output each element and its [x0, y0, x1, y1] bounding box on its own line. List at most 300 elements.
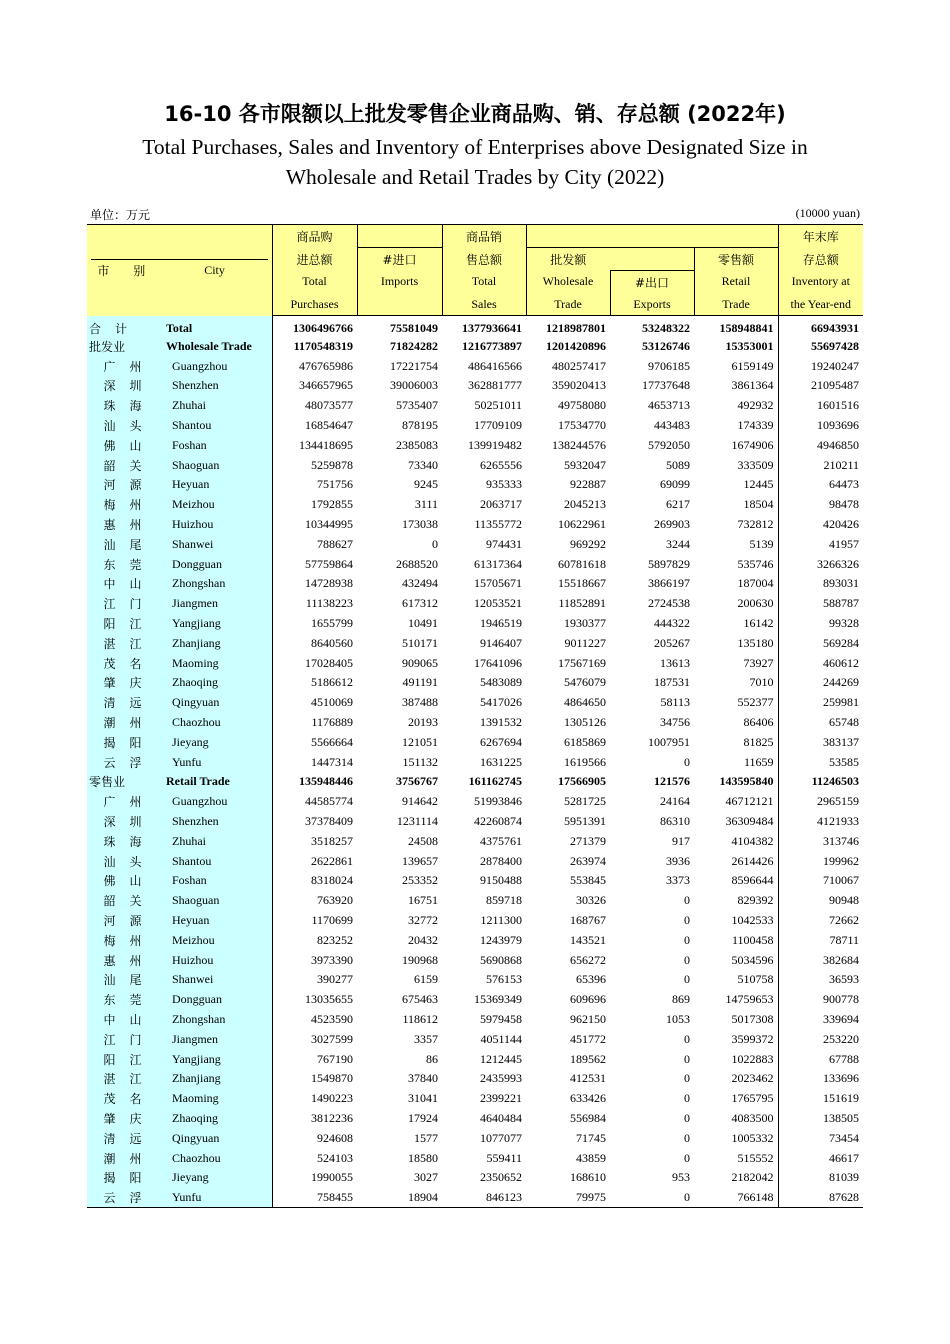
table-row: [87, 1109, 863, 1129]
sales-value: 5979458: [480, 1011, 522, 1026]
city-en: Jieyang: [162, 732, 272, 752]
exports-value: 953: [672, 1170, 690, 1185]
inventory-value: 98478: [778, 495, 863, 515]
purchases-value: 1655799: [272, 614, 357, 634]
exports-value: 3373: [666, 873, 690, 888]
sales-value: 1631225: [480, 754, 522, 769]
city-cn: 中山: [87, 574, 162, 594]
city-cn: 零售业: [87, 772, 162, 792]
purchases-value: 8640560: [272, 633, 357, 653]
city-cn: 韶关: [87, 891, 162, 911]
retail-value: 515552: [737, 1150, 774, 1165]
exports-value: 0: [684, 1051, 690, 1066]
header-purchases-en1: Total: [272, 271, 357, 294]
city-en: Yunfu: [162, 1188, 272, 1208]
imports-value: 617312: [402, 596, 438, 611]
retail-value: 7010: [749, 675, 774, 690]
unit-label-en: (10000 yuan): [795, 206, 860, 220]
page-title-en-line1: Total Purchases, Sales and Inventory of Enterprises above Designated Size in: [142, 135, 808, 159]
table-row: [87, 633, 863, 653]
inventory-value: 1093696: [778, 416, 863, 436]
city-cn: 广州: [87, 356, 162, 376]
city-en: Zhuhai: [162, 831, 272, 851]
sales-value: 1216773897: [462, 338, 522, 353]
city-en: Guangzhou: [162, 792, 272, 812]
purchases-value: 134418695: [272, 435, 357, 455]
retail-value: 535746: [737, 556, 774, 571]
city-cn: 汕尾: [87, 534, 162, 554]
imports-value: 31041: [408, 1091, 438, 1106]
wholesale-value: 17534770: [558, 418, 606, 433]
retail-value: 6159149: [731, 358, 774, 373]
sales-value: 17709109: [474, 418, 522, 433]
city-en: Dongguan: [162, 554, 272, 574]
header-retail-blank: [694, 225, 778, 248]
sales-value: 1212445: [480, 1051, 522, 1066]
city-en: Foshan: [162, 871, 272, 891]
wholesale-value: 10622961: [558, 517, 606, 532]
wholesale-value: 71745: [576, 1130, 606, 1145]
exports-value: 0: [684, 952, 690, 967]
purchases-value: 346657965: [272, 376, 357, 396]
exports-value: 869: [672, 992, 690, 1007]
wholesale-value: 5476079: [564, 675, 606, 690]
purchases-value: 1447314: [272, 752, 357, 772]
statistics-table: [87, 224, 863, 1208]
sales-value: 4375761: [480, 833, 522, 848]
purchases-value: 13035655: [272, 990, 357, 1010]
retail-value: 5139: [749, 536, 774, 551]
header-retail-en2: Trade: [694, 293, 778, 316]
table-row: [87, 1188, 863, 1208]
city-cn: 江门: [87, 1029, 162, 1049]
wholesale-value: 656272: [570, 952, 606, 967]
header-wholesale-cn: 批发额: [526, 248, 610, 271]
wholesale-value: 1201420896: [546, 338, 606, 353]
imports-value: 253352: [402, 873, 438, 888]
retail-value: 36309484: [725, 814, 774, 829]
header-exports-cn: #出口: [610, 271, 694, 294]
city-cn: 批发业: [87, 337, 162, 357]
table-row: [87, 950, 863, 970]
sales-value: 15705671: [474, 576, 522, 591]
inventory-value: 55697428: [778, 337, 863, 357]
inventory-value: 67788: [778, 1049, 863, 1069]
retail-value: 829392: [737, 893, 774, 908]
city-cn: 梅州: [87, 495, 162, 515]
wholesale-value: 60781618: [558, 556, 606, 571]
imports-value: 1577: [414, 1130, 438, 1145]
sales-value: 6267694: [480, 734, 522, 749]
purchases-value: 1170548319: [272, 337, 357, 357]
imports-value: 0: [432, 536, 438, 551]
retail-value: 187004: [737, 576, 774, 591]
inventory-value: 46617: [778, 1148, 863, 1168]
purchases-value: 1990055: [272, 1168, 357, 1188]
purchases-value: 924608: [272, 1128, 357, 1148]
wholesale-value: 412531: [570, 1071, 606, 1086]
exports-value: 34756: [660, 715, 690, 730]
purchases-value: 5186612: [272, 673, 357, 693]
header-retail-en1: Retail: [694, 271, 778, 294]
city-cn: 珠海: [87, 831, 162, 851]
wholesale-value: 49758080: [558, 398, 606, 413]
sales-value: 2399221: [480, 1091, 522, 1106]
purchases-value: 4523590: [272, 1010, 357, 1030]
purchases-value: 5259878: [272, 455, 357, 475]
city-cn: 潮州: [87, 1148, 162, 1168]
purchases-value: 8318024: [272, 871, 357, 891]
city-en: Shanwei: [162, 534, 272, 554]
imports-value: 5735407: [396, 398, 438, 413]
city-en: Shaoguan: [162, 891, 272, 911]
city-en: Qingyuan: [162, 1128, 272, 1148]
header-inventory-en2: the Year-end: [778, 293, 863, 316]
wholesale-value: 168767: [570, 913, 606, 927]
city-en: Zhongshan: [162, 1010, 272, 1030]
exports-value: 0: [684, 1110, 690, 1125]
table-row: [87, 416, 863, 436]
inventory-value: 87628: [778, 1188, 863, 1208]
exports-value: 3244: [666, 536, 690, 551]
exports-value: 0: [610, 1188, 694, 1208]
inventory-value: 36593: [778, 970, 863, 990]
purchases-value: 5566664: [272, 732, 357, 752]
city-cn: 阳江: [87, 1049, 162, 1069]
wholesale-value: 6185869: [564, 734, 606, 749]
table-row: [87, 970, 863, 990]
exports-value: 0: [684, 1091, 690, 1106]
retail-value: 11659: [743, 754, 774, 769]
imports-value: 139657: [402, 853, 438, 868]
sales-value: 15369349: [474, 992, 522, 1007]
purchases-value: 1170699: [272, 911, 357, 931]
city-en: Zhaoqing: [162, 673, 272, 693]
imports-value: 914642: [402, 794, 438, 809]
sales-value: 859718: [486, 893, 522, 908]
imports-value: 9245: [414, 477, 438, 492]
retail-value: 492932: [737, 398, 774, 413]
header-sales-cn2: 售总额: [442, 248, 526, 271]
table-row: [87, 1049, 863, 1069]
table-row: [87, 1148, 863, 1168]
sales-value: 2350652: [480, 1170, 522, 1185]
imports-value: 151132: [402, 754, 438, 769]
inventory-value: 53585: [778, 752, 863, 772]
table-row: [87, 515, 863, 535]
wholesale-value: 922887: [570, 477, 606, 492]
sales-value: 5417026: [480, 695, 522, 710]
retail-value: 2614426: [731, 853, 774, 868]
wholesale-value: 1619566: [564, 754, 606, 769]
city-cn: 肇庆: [87, 673, 162, 693]
imports-value: 24508: [408, 833, 438, 848]
city-en: Shenzhen: [162, 812, 272, 832]
city-en: Shanwei: [162, 970, 272, 990]
purchases-value: 10344995: [272, 515, 357, 535]
retail-value: 2182042: [731, 1170, 774, 1185]
purchases-value: 3973390: [272, 950, 357, 970]
inventory-value: 138505: [778, 1109, 863, 1129]
header-exports-blank: [610, 225, 694, 248]
inventory-value: 253220: [778, 1029, 863, 1049]
retail-value: 135180: [737, 635, 774, 650]
exports-value: 2724538: [648, 596, 690, 611]
purchases-value: 524103: [272, 1148, 357, 1168]
imports-value: 18904: [357, 1188, 442, 1208]
purchases-value: 57759864: [272, 554, 357, 574]
city-cn: 湛江: [87, 633, 162, 653]
retail-value: 766148: [694, 1188, 778, 1208]
retail-value: 4104382: [731, 833, 774, 848]
city-cn: 河源: [87, 911, 162, 931]
exports-value: 0: [684, 1150, 690, 1165]
exports-value: 0: [684, 1071, 690, 1086]
header-imports-blank3: [357, 293, 442, 316]
table-row: [87, 693, 863, 713]
exports-value: 13613: [660, 655, 690, 670]
table-row: [87, 653, 863, 673]
purchases-value: 48073577: [272, 396, 357, 416]
city-en: Dongguan: [162, 990, 272, 1010]
exports-value: 0: [684, 1031, 690, 1046]
retail-value: 5034596: [731, 952, 774, 967]
purchases-value: 763920: [272, 891, 357, 911]
city-en: Zhongshan: [162, 574, 272, 594]
wholesale-value: 969292: [570, 536, 606, 551]
imports-value: 675463: [402, 992, 438, 1007]
sales-value: 5690868: [480, 952, 522, 967]
wholesale-value: 359020413: [552, 378, 606, 393]
city-cn: 深圳: [87, 376, 162, 396]
imports-value: 10491: [408, 616, 438, 631]
page-title-en: [90, 132, 860, 192]
table-header: [87, 225, 863, 316]
purchases-value: 3027599: [272, 1029, 357, 1049]
city-en: Maoming: [162, 653, 272, 673]
table-row: [87, 812, 863, 832]
sales-value: 2063717: [480, 497, 522, 512]
imports-value: 20432: [408, 932, 438, 947]
purchases-value: 767190: [272, 1049, 357, 1069]
retail-value: 3599372: [731, 1031, 774, 1046]
retail-value: 200630: [737, 596, 774, 611]
sales-value: 4051144: [480, 1031, 522, 1046]
exports-value: 5897829: [648, 556, 690, 571]
wholesale-value: 15518667: [558, 576, 606, 591]
exports-value: 9706185: [648, 358, 690, 373]
table-row: [87, 475, 863, 495]
inventory-value: 133696: [778, 1069, 863, 1089]
inventory-value: 11246503: [778, 772, 863, 792]
sales-value: 61317364: [474, 556, 522, 571]
city-cn: 珠海: [87, 396, 162, 416]
sales-value: 2435993: [480, 1071, 522, 1086]
wholesale-value: 480257417: [552, 358, 606, 373]
exports-value: 205267: [654, 635, 690, 650]
sales-value: 559411: [486, 1150, 522, 1165]
wholesale-value: 633426: [570, 1091, 606, 1106]
wholesale-value: 5281725: [564, 794, 606, 809]
purchases-value: 44585774: [272, 792, 357, 812]
city-cn: 肇庆: [87, 1109, 162, 1129]
city-cn: 清远: [87, 693, 162, 713]
city-en: Maoming: [162, 1089, 272, 1109]
table-row: [87, 614, 863, 634]
retail-value: 1100458: [731, 932, 774, 947]
exports-value: 86310: [660, 814, 690, 829]
exports-value: 3936: [666, 853, 690, 868]
retail-value: 732812: [737, 517, 774, 532]
inventory-value: 41957: [778, 534, 863, 554]
group-row: [87, 337, 863, 357]
imports-value: 387488: [402, 695, 438, 710]
city-en: Foshan: [162, 435, 272, 455]
retail-value: 3861364: [731, 378, 774, 393]
city-cn: 潮州: [87, 713, 162, 733]
wholesale-value: 17566905: [558, 774, 606, 789]
purchases-value: 11138223: [272, 594, 357, 614]
table-row: [87, 1089, 863, 1109]
exports-value: 5089: [666, 457, 690, 472]
wholesale-value: 5932047: [564, 457, 606, 472]
table-row: [87, 435, 863, 455]
total-row: [87, 316, 863, 337]
inventory-value: 78711: [778, 930, 863, 950]
wholesale-value: 1930377: [564, 616, 606, 631]
city-en: Heyuan: [162, 911, 272, 931]
wholesale-value: 263974: [570, 853, 606, 868]
wholesale-value: 4864650: [564, 695, 606, 710]
table-row: [87, 396, 863, 416]
imports-value: 6159: [414, 972, 438, 987]
wholesale-value: 5951391: [564, 814, 606, 829]
city-en: Shantou: [162, 851, 272, 871]
wholesale-value: 9011227: [564, 635, 606, 650]
city-cn: 东莞: [87, 554, 162, 574]
imports-value: 491191: [402, 675, 438, 690]
city-en: Yunfu: [162, 752, 272, 772]
city-cn: 佛山: [87, 435, 162, 455]
header-wholesale-blank: [526, 225, 610, 248]
purchases-value: 476765986: [272, 356, 357, 376]
city-en: Meizhou: [162, 930, 272, 950]
inventory-value: 339694: [778, 1010, 863, 1030]
sales-value: 50251011: [474, 398, 522, 413]
table-body: [87, 316, 863, 1208]
table-row: [87, 594, 863, 614]
inventory-value: 383137: [778, 732, 863, 752]
table-row: [87, 534, 863, 554]
city-en: Total: [162, 316, 272, 337]
inventory-value: 72662: [778, 911, 863, 931]
inventory-value: 66943931: [778, 316, 863, 337]
table-row: [87, 673, 863, 693]
sales-value: 161162745: [468, 774, 522, 789]
city-cn: 合计: [87, 316, 162, 337]
imports-value: 3027: [414, 1170, 438, 1185]
city-en: Guangzhou: [162, 356, 272, 376]
purchases-value: 16854647: [272, 416, 357, 436]
wholesale-value: 11852891: [558, 596, 606, 611]
retail-value: 510758: [737, 972, 774, 987]
table-row: [87, 554, 863, 574]
city-cn: 惠州: [87, 950, 162, 970]
inventory-value: 210211: [778, 455, 863, 475]
table-row: [87, 1029, 863, 1049]
sales-value: 362881777: [468, 378, 522, 393]
exports-value: 121576: [654, 774, 690, 789]
imports-value: 909065: [402, 655, 438, 670]
wholesale-value: 79975: [526, 1188, 610, 1208]
table-row: [87, 792, 863, 812]
inventory-value: 65748: [778, 713, 863, 733]
city-cn: 汕尾: [87, 970, 162, 990]
city-cn: 韶关: [87, 455, 162, 475]
sales-value: 1391532: [480, 715, 522, 730]
header-exports-blank2: [610, 248, 694, 271]
city-cn: 深圳: [87, 812, 162, 832]
wholesale-value: 2045213: [564, 497, 606, 512]
inventory-value: 382684: [778, 950, 863, 970]
imports-value: 39006003: [390, 378, 438, 393]
table-row: [87, 455, 863, 475]
purchases-value: 135948446: [272, 772, 357, 792]
inventory-value: 3266326: [778, 554, 863, 574]
retail-value: 1005332: [731, 1130, 774, 1145]
imports-value: 173038: [402, 517, 438, 532]
page-title-cn: 16-10 各市限额以上批发零售企业商品购、销、存总额 (2022年): [164, 102, 786, 126]
city-en: Retail Trade: [162, 772, 272, 792]
city-en: Yangjiang: [162, 614, 272, 634]
wholesale-value: 271379: [570, 833, 606, 848]
header-sales-en1: Total: [442, 271, 526, 294]
header-wholesale-en2: Trade: [526, 293, 610, 316]
imports-value: 3756767: [396, 774, 438, 789]
header-city-cn: 市 别: [91, 259, 162, 282]
header-inventory-en1: Inventory at: [778, 271, 863, 294]
imports-value: 17924: [408, 1110, 438, 1125]
city-en: Zhaoqing: [162, 1109, 272, 1129]
retail-value: 174339: [737, 418, 774, 433]
retail-value: 14759653: [725, 992, 774, 1007]
purchases-value: 1792855: [272, 495, 357, 515]
city-cn: 中山: [87, 1010, 162, 1030]
imports-value: 73340: [408, 457, 438, 472]
imports-value: 16751: [408, 893, 438, 908]
purchases-value: 14728938: [272, 574, 357, 594]
table-row: [87, 732, 863, 752]
header-city: [87, 225, 272, 316]
table-row: [87, 495, 863, 515]
inventory-value: 900778: [778, 990, 863, 1010]
table-row: [87, 930, 863, 950]
purchases-value: 17028405: [272, 653, 357, 673]
imports-value: 1231114: [396, 814, 438, 829]
imports-value: 75581049: [390, 320, 438, 335]
sales-value: 935333: [486, 477, 522, 492]
header-imports-en: Imports: [357, 271, 442, 294]
sales-value: 2878400: [480, 853, 522, 868]
retail-value: 5017308: [731, 1011, 774, 1026]
city-cn: 梅州: [87, 930, 162, 950]
table-row: [87, 376, 863, 396]
exports-value: 53248322: [642, 320, 690, 335]
retail-value: 73927: [743, 655, 774, 670]
retail-value: 18504: [743, 497, 774, 512]
header-sales-en2: Sales: [442, 293, 526, 316]
sales-value: 1077077: [480, 1130, 522, 1145]
